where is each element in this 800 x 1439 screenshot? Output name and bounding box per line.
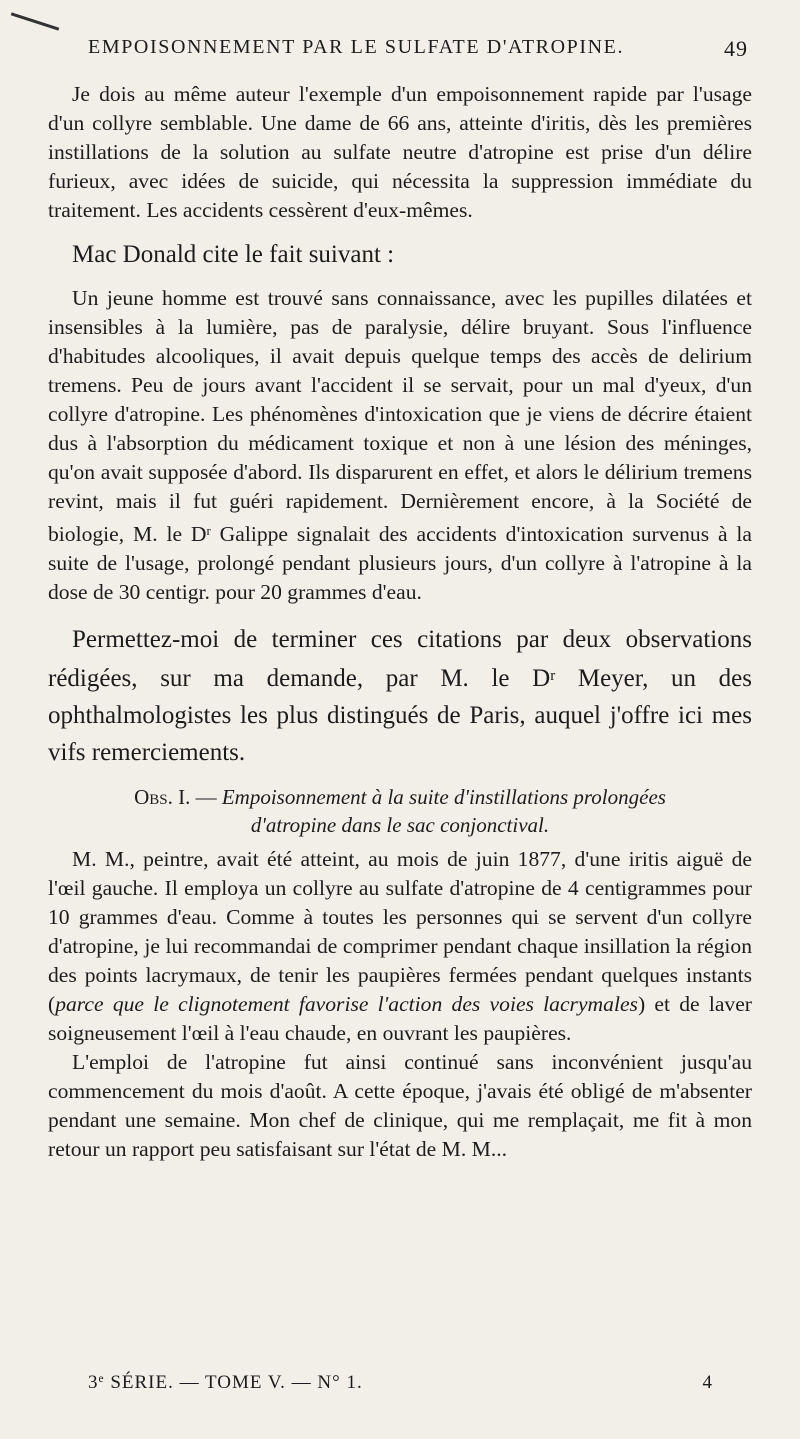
running-title: EMPOISONNEMENT PAR LE SULFATE D'ATROPINE. [88,36,625,58]
paragraph-4 [48,621,752,771]
signature-mark: 4 [702,1372,713,1393]
paragraph-4-text: Permettez-moi de terminer ces citations par deux observations rédigées, sur ma demande, par M. le D [48,625,752,692]
paragraph-3 [48,284,752,607]
page-footer [88,1372,713,1394]
paragraph-3-text: Un jeune homme est trouvé sans connaissance, avec les pupilles dilatées et insensibles à la lumière, pas de paralysie, délire bruyant. Sous l'influence d'habitudes alcooliques, il avait depuis quelque temps des accès de delirium tremens. Peu de jours avant l'accident il se servait, pour un mal d'yeux, d'un collyre d'atropine. Les phénomènes d'intoxication que je viens de décrire étaient dus à l'absorption du médicament toxique et non à une lésion des méninges, qu'on avait supposée d'abord. Ils disparurent en effet, et alors le délirium tremens revint, mais il fut guéri rapidement. Dernièrement encore, à la Société de biologie, M. le D [48,285,752,546]
body-text [48,80,752,1164]
paragraph-6: L'emploi de l'atropine fut ainsi continué sans inconvénient jusqu'au commencement du mois d'août. A cette époque, j'avais été obligé de m'absenter pendant une semaine. Mon chef de clinique, qui me remplaçait, me fit à mon retour un rapport peu satisfaisant sur l'état de M. M... [48,1049,752,1161]
paragraph-4-end: Meyer, un des ophthalmologistes les plus distingués de Paris, auquel j'offre ici mes vifs remerciements. [48,664,752,766]
paragraph-5 [48,845,752,1048]
observation-title: Empoisonnement à la suite d'instillations prolongées [221,784,666,809]
footer-text: SÉRIE. — TOME V. — N° 1. [104,1372,363,1393]
margin-mark [11,12,59,30]
paragraph-3-end: Galippe signalait des accidents d'intoxication survenus à la suite de l'usage, prolongé pendant plusieurs jours, d'un collyre à l'atropine à la dose de 30 centigr. pour 20 grammes d'eau. [48,521,752,604]
paragraph-5-italic: parce que le clignotement favorise l'action des voies lacrymales [55,991,638,1016]
observation-heading [48,783,752,811]
footer-series-sup: e [98,1373,105,1385]
paragraph-5-end: ) et de laver soigneusement l'œil à l'eau chaude, en ouvrant les paupières. [48,991,753,1045]
observation-dash: — [190,784,222,809]
observation-label: Obs. I. [134,784,191,809]
paragraph-4-sup: r [550,667,556,684]
page-number: 49 [724,36,748,61]
running-header [88,36,748,59]
paragraph-3-sup: r [206,522,211,538]
paragraph-2: Mac Donald cite le fait suivant : [72,241,395,268]
observation-title-2: d'atropine dans le sac conjonctival. [250,812,550,837]
paragraph-1: Je dois au même auteur l'exemple d'un empoisonnement rapide par l'usage d'un collyre semblable. Une dame de 66 ans, atteinte d'iritis, dès les premières instillations de la solution au sulfate neutre d'atropine est prise d'un délire furieux, avec idées de suicide, qui nécessita la suppression immédiate du traitement. Les accidents cessèrent d'eux-mêmes. [48,82,752,222]
footer-series: 3 [88,1372,99,1393]
paragraph-5-text: M. M., peintre, avait été atteint, au mois de juin 1877, d'une iritis aiguë de l'œil gauche. Il employa un collyre au sulfate d'atropine de 4 centigrammes pour 10 grammes d'eau. Comme à toutes les personnes qui se servent d'un collyre d'atropine, je lui recommandai de comprimer pendant chaque insillation la région des points lacrymaux, de tenir les paupières fermées pendant quelques instants ( [48,846,752,1016]
